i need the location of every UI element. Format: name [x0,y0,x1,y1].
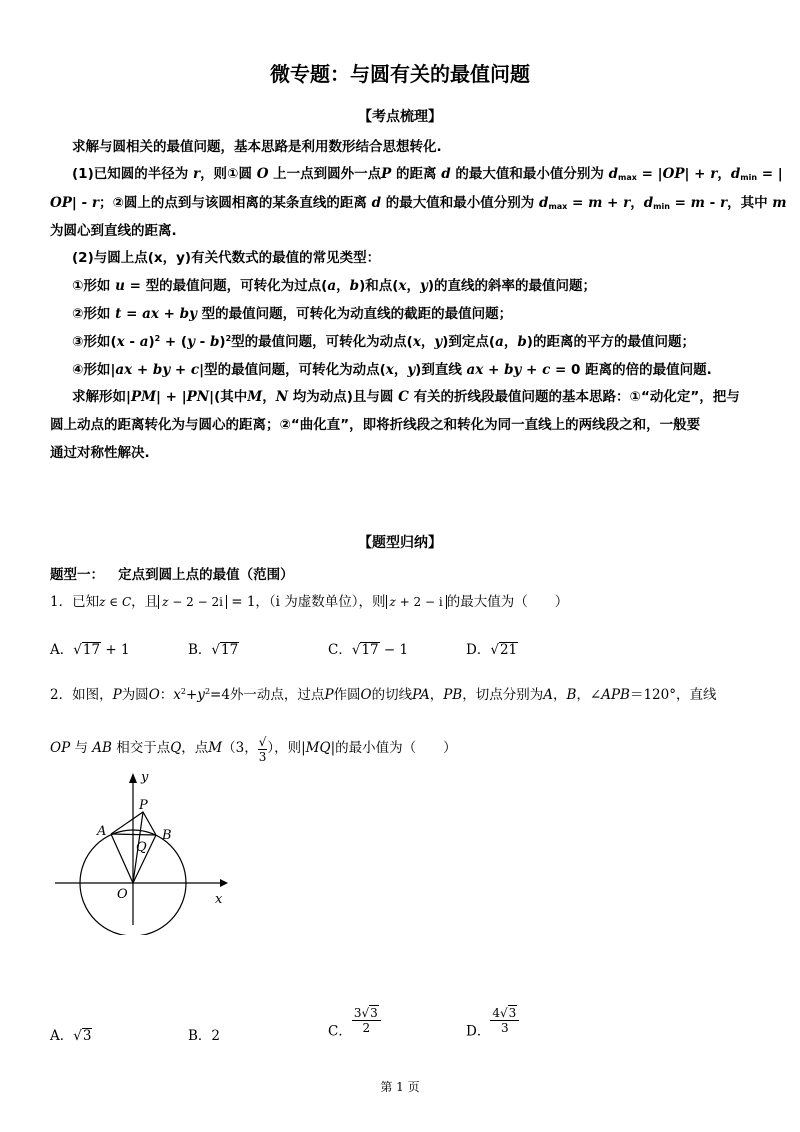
label-o: O [117,887,128,902]
intro-paragraph: 求解与圆相关的最值问题，基本思路是利用数形结合思想转化. [72,139,442,155]
x-axis-arrow [220,879,228,887]
point2-heading: (2)与圆上点(x，y)有关代数式的最值的常见类型： [72,250,381,266]
q2-option-a[interactable]: A．√3 [50,1028,92,1044]
page-footer: 第 1 页 [380,1080,420,1094]
polyline-line3: 通过对称性解决. [50,445,150,461]
q1-option-b[interactable]: B．√17 [188,642,239,658]
label-q: Q [136,840,147,855]
label-p: P [139,798,148,813]
question2-line2: OP 与 AB 相交于点Q，点M（3，√ 3 ），则|MQ|的最小值为（ ） [50,735,457,764]
q2-option-c[interactable]: C． $\frac{3√3}{2}$ [328,1005,381,1040]
circle-tangent-figure [45,765,245,935]
y-axis-arrow [129,773,137,783]
q2-option-b[interactable]: B．2 [188,1028,221,1044]
label-b: B [162,828,172,843]
q1-option-c[interactable]: C．√17 − 1 [328,642,409,658]
label-y: y [141,770,149,785]
section-heading-types: 【题型归纳】 [358,535,442,551]
type-distance-square: ③形如(x - a)$^2$ + (y - b)$^2$型的最值问题，可转化为动点(x，y)到定点(a，b)的距离的平方的最值问题； [72,334,695,350]
point1-line3: 为圆心到直线的距离. [50,223,177,239]
radius-oa [111,834,133,883]
question1-stem: 1．已知z ∈ C，且 z − 2 − 2i = 1，（i 为虚数单位），则 z + 2 − i 的最大值为（ ） [50,594,569,610]
q1-option-a[interactable]: A．√17 + 1 [50,642,130,658]
label-a: A [97,824,107,839]
label-x: x [215,892,223,907]
q1-option-d[interactable]: D．√21 [466,642,518,658]
point1-line1: (1)已知圆的半径为 r，则①圆 O 上一点到圆外一点P 的距离 d 的最大值和最小值分别为 $d_{max} = |OP| + r$，$d_{min}$ = | [72,166,783,182]
page-title: 微专题：与圆有关的最值问题 [270,62,530,86]
type1-heading: 题型一： 定点到圆上点的最值（范围） [50,567,294,583]
chord-ab [111,834,156,835]
q2-option-d[interactable]: D． $\frac{4√3}{3}$ [466,1005,519,1040]
type-abs-distance: ④形如|ax + by + c|型的最值问题，可转化为动点(x，y)到直线 ax + by + c = 0 距离的倍的最值问题. [72,362,712,378]
section-heading-key-points: 【考点梳理】 [358,109,442,125]
type-intercept: ②形如 t = ax + by 型的最值问题，可转化为动直线的截距的最值问题； [72,306,513,322]
point1-line2: OP| - r；②圆上的点到与该圆相离的某条直线的距离 d 的最大值和最小值分别为 $d_{max} = m + r$，$d_{min} = m - r$，其中 m [50,195,787,211]
polyline-line1: 求解形如|PM| + |PN|(其中M，N 均为动点)且与圆 C 有关的折线段最值问题的基本思路：①“动化定”，把与 [72,389,740,405]
question2-line1: 2．如图，P为圆O：$x^2+y^2=4$外一动点，过点P作圆O的切线PA，PB，切点分别为A，B，∠APB＝120°，直线 [50,687,717,703]
polyline-line2: 圆上动点的距离转化为与圆心的距离；②“曲化直”，即将折线段之和转化为同一直线上的两线段之和，一般要 [50,417,701,433]
type-slope: ①形如 u = 型的最值问题，可转化为过点(a，b)和点(x，y)的直线的斜率的最值问题； [72,278,596,294]
